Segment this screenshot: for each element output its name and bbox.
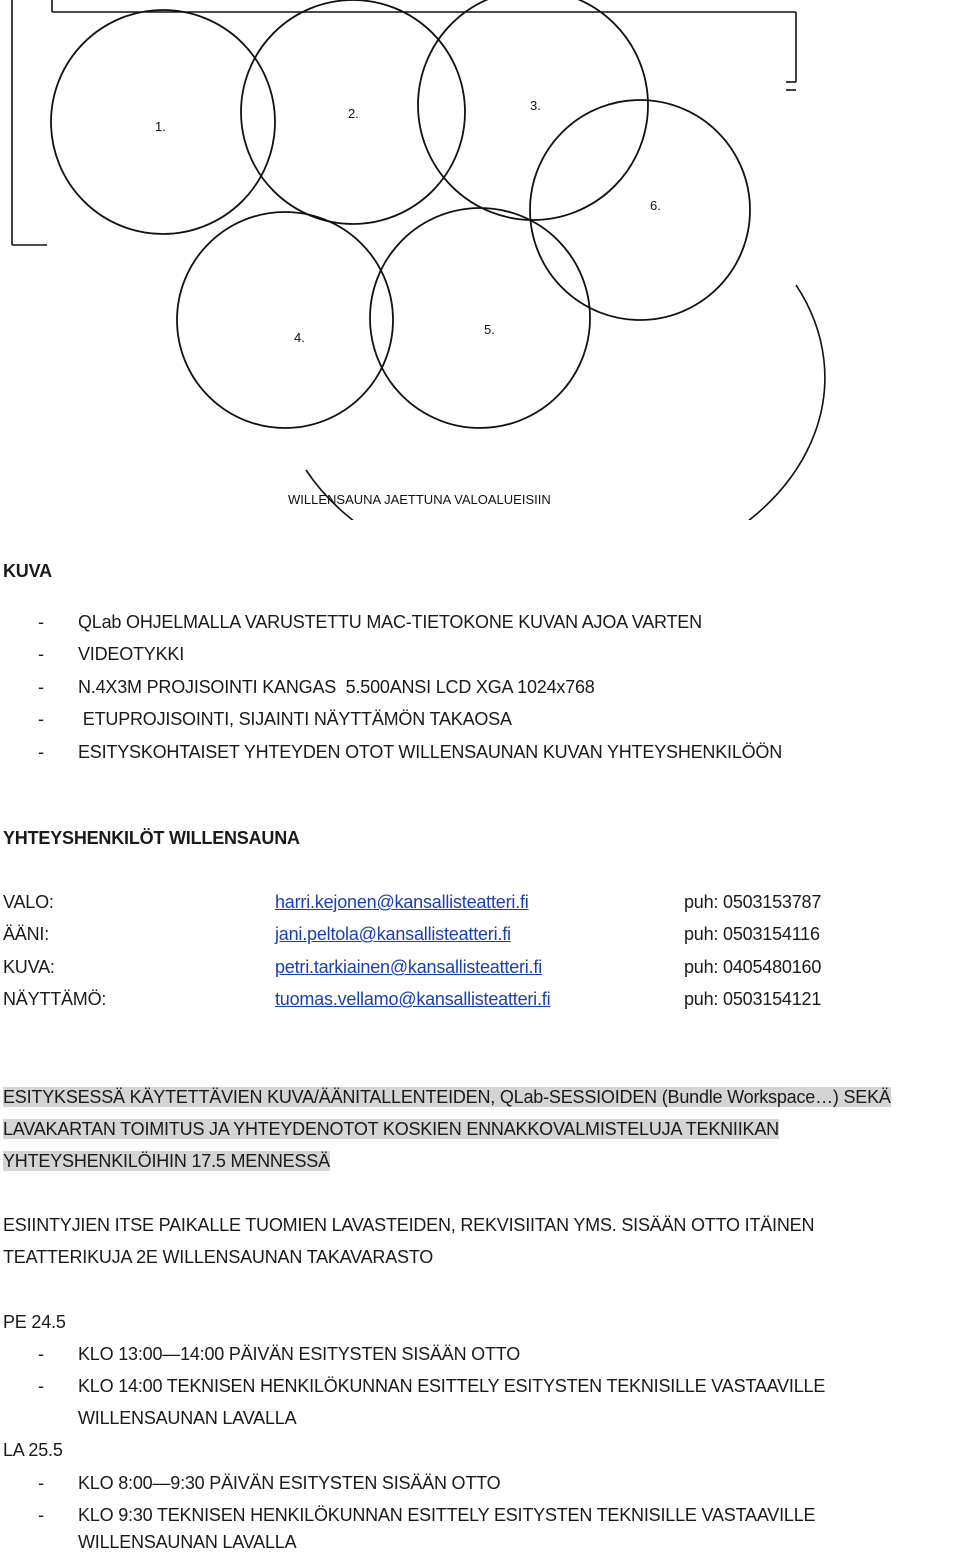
notice-line	[3, 1081, 891, 1113]
bullet-dash: -	[38, 612, 44, 632]
list-item	[0, 606, 940, 638]
list-item-text: ETUPROJISOINTI, SIJAINTI NÄYTTÄMÖN TAKAOSA	[78, 709, 512, 729]
schedule-item-text: KLO 8:00—9:30 PÄIVÄN ESITYSTEN SISÄÄN OTTO	[78, 1473, 501, 1493]
contact-email-link[interactable]: harri.kejonen@kansallisteatteri.fi	[275, 892, 529, 912]
contact-row	[0, 918, 950, 950]
list-item-continuation	[0, 1402, 940, 1434]
zone-label-6: 6.	[650, 198, 661, 213]
day-label-saturday: LA 25.5	[3, 1440, 63, 1460]
list-item	[0, 736, 940, 768]
bullet-dash: -	[38, 1505, 44, 1525]
list-item-text: QLab OHJELMALLA VARUSTETTU MAC-TIETOKONE KUVAN AJOA VARTEN	[78, 612, 702, 632]
bullet-dash: -	[38, 644, 44, 664]
schedule-item-text: KLO 13:00—14:00 PÄIVÄN ESITYSTEN SISÄÄN OTTO	[78, 1344, 521, 1364]
zone-label-3: 3.	[530, 98, 541, 113]
contact-email-link[interactable]: petri.tarkiainen@kansallisteatteri.fi	[275, 957, 542, 977]
contact-phone: puh: 0503153787	[684, 892, 822, 912]
zone-circle-4	[177, 212, 393, 428]
notice-line-text: ESITYKSESSÄ KÄYTETTÄVIEN KUVA/ÄÄNITALLENTEIDEN, QLab-SESSIOIDEN (Bundle Workspace…) SEKÄ	[3, 1087, 891, 1107]
schedule-item-text: WILLENSAUNAN LAVALLA	[78, 1532, 297, 1552]
outline-front-arc	[306, 285, 825, 520]
list-item	[0, 703, 940, 735]
contact-role: NÄYTTÄMÖ:	[3, 989, 107, 1009]
props-line: ESIINTYJIEN ITSE PAIKALLE TUOMIEN LAVASTEIDEN, REKVISIITAN YMS. SISÄÄN OTTO ITÄINEN	[3, 1215, 815, 1235]
zone-circle-5	[370, 208, 590, 428]
bullet-dash: -	[38, 742, 44, 762]
contacts-heading: YHTEYSHENKILÖT WILLENSAUNA	[3, 828, 300, 848]
light-zones	[51, 0, 750, 428]
bullet-dash: -	[38, 677, 44, 697]
contact-role: VALO:	[3, 892, 54, 912]
zone-label-4: 4.	[294, 330, 305, 345]
contact-phone: puh: 0405480160	[684, 957, 822, 977]
contact-email-link[interactable]: tuomas.vellamo@kansallisteatteri.fi	[275, 989, 551, 1009]
zone-label-5: 5.	[484, 322, 495, 337]
stage-outline	[12, 0, 825, 520]
diagram-caption: WILLENSAUNA JAETTUNA VALOALUEISIIN	[288, 492, 551, 507]
props-line: TEATTERIKUJA 2E WILLENSAUNAN TAKAVARASTO	[3, 1247, 434, 1267]
list-item	[0, 671, 940, 703]
zone-circle-6	[530, 100, 750, 320]
schedule-item-text: KLO 9:30 TEKNISEN HENKILÖKUNNAN ESITTELY ESITYSTEN TEKNISILLE VASTAAVILLE	[78, 1505, 816, 1525]
contact-row	[0, 983, 950, 1015]
contact-row	[0, 886, 950, 918]
list-item-text: VIDEOTYKKI	[78, 644, 185, 664]
kuva-heading: KUVA	[3, 561, 52, 581]
contact-role: ÄÄNI:	[3, 924, 50, 944]
notice-line-text: LAVAKARTAN TOIMITUS JA YHTEYDENOTOT KOSKIEN ENNAKKOVALMISTELUJA TEKNIIKAN	[3, 1119, 779, 1139]
contact-phone: puh: 0503154116	[684, 924, 820, 944]
list-item-continuation	[0, 1526, 940, 1558]
bullet-dash: -	[38, 1473, 44, 1493]
contact-phone: puh: 0503154121	[684, 989, 822, 1009]
bullet-dash: -	[38, 709, 44, 729]
stage-lighting-zone-diagram	[0, 0, 960, 520]
bullet-dash: -	[38, 1344, 44, 1364]
list-item-text: N.4X3M PROJISOINTI KANGAS 5.500ANSI LCD XGA 1024x768	[78, 677, 595, 697]
bullet-dash: -	[38, 1376, 44, 1396]
contact-email-link[interactable]: jani.peltola@kansallisteatteri.fi	[275, 924, 511, 944]
day-label-friday: PE 24.5	[3, 1312, 66, 1332]
list-item-text: ESITYSKOHTAISET YHTEYDEN OTOT WILLENSAUNAN KUVAN YHTEYSHENKILÖÖN	[78, 742, 783, 762]
notice-line-text: YHTEYSHENKILÖIHIN 17.5 MENNESSÄ	[3, 1151, 330, 1171]
list-item	[0, 1338, 940, 1370]
zone-label-2: 2.	[348, 106, 359, 121]
schedule-item-text: KLO 14:00 TEKNISEN HENKILÖKUNNAN ESITTELY ESITYSTEN TEKNISILLE VASTAAVILLE	[78, 1376, 826, 1396]
notice-line	[3, 1145, 330, 1177]
schedule-item-text: WILLENSAUNAN LAVALLA	[78, 1408, 297, 1428]
notice-line	[3, 1113, 779, 1145]
list-item	[0, 1370, 940, 1402]
contact-role: KUVA:	[3, 957, 55, 977]
list-item	[0, 638, 940, 670]
stage-plan-svg	[0, 0, 960, 520]
contact-row	[0, 951, 950, 983]
zone-label-1: 1.	[155, 119, 166, 134]
list-item	[0, 1467, 940, 1499]
